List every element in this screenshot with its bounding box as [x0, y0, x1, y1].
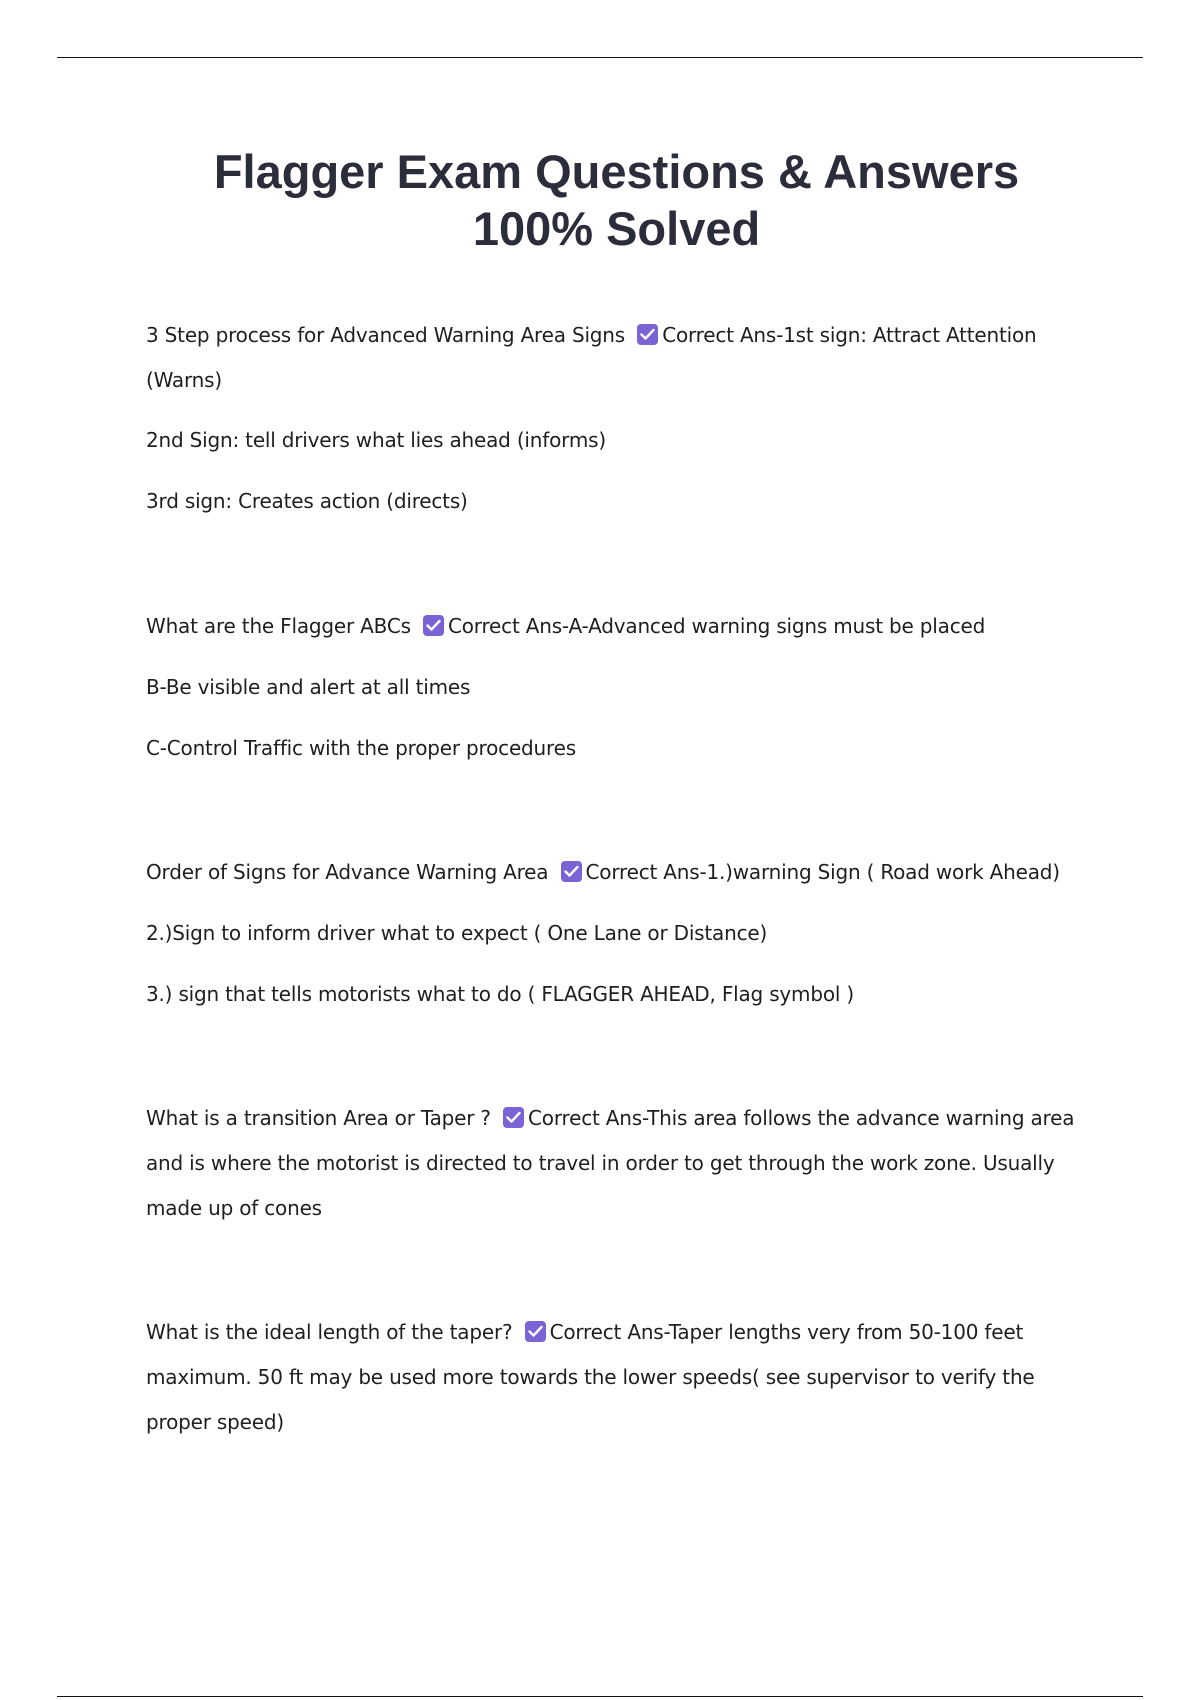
- question-text: Order of Signs for Advance Warning Area: [146, 860, 549, 884]
- document-title: [100, 143, 1133, 257]
- top-rule: [57, 57, 1143, 58]
- answer-line: 3.) sign that tells motorists what to do ( FLAGGER AHEAD, Flag symbol ): [146, 982, 854, 1006]
- question-text: What are the Flagger ABCs: [146, 614, 411, 638]
- answer-line: B-Be visible and alert at all times: [146, 675, 471, 699]
- question-text: 3 Step process for Advanced Warning Area Signs: [146, 323, 626, 347]
- bottom-rule: [57, 1696, 1143, 1697]
- answer-text: Correct Ans-A-Advanced warning signs must be placed: [448, 614, 986, 638]
- title-line-2: 100% Solved: [472, 202, 761, 255]
- checkbox-checked-icon: [503, 1107, 524, 1128]
- answer-text: Correct Ans-1.)warning Sign ( Road work Ahead): [585, 860, 1060, 884]
- qa-item-3: [146, 850, 1086, 895]
- checkbox-checked-icon: [561, 861, 582, 882]
- checkbox-checked-icon: [423, 615, 444, 636]
- qa-item-1: [146, 313, 1086, 403]
- answer-text: Correct Ans-Taper lengths very from 50-100 feet maximum. 50 ft may be used more towards the lower speeds( see supervisor to verify the proper speed): [146, 1320, 1035, 1434]
- title-line-1: Flagger Exam Questions & Answers: [213, 145, 1020, 198]
- qa-item-5: [146, 1310, 1086, 1445]
- question-text: What is the ideal length of the taper?: [146, 1320, 513, 1344]
- answer-text: Correct Ans-This area follows the advance warning area and is where the motorist is directed to travel in order to get through the work zone. Usually made up of cones: [146, 1106, 1075, 1220]
- checkbox-checked-icon: [637, 324, 658, 345]
- answer-text: Correct Ans-1st sign: Attract Attention (Warns): [146, 323, 1037, 392]
- answer-line: 2.)Sign to inform driver what to expect ( One Lane or Distance): [146, 921, 768, 945]
- answer-line: 3rd sign: Creates action (directs): [146, 489, 468, 513]
- answer-line: 2nd Sign: tell drivers what lies ahead (informs): [146, 428, 606, 452]
- question-text: What is a transition Area or Taper ?: [146, 1106, 491, 1130]
- qa-item-2: [146, 604, 1086, 649]
- checkbox-checked-icon: [525, 1321, 546, 1342]
- answer-line: C-Control Traffic with the proper procedures: [146, 736, 576, 760]
- qa-item-4: [146, 1096, 1086, 1231]
